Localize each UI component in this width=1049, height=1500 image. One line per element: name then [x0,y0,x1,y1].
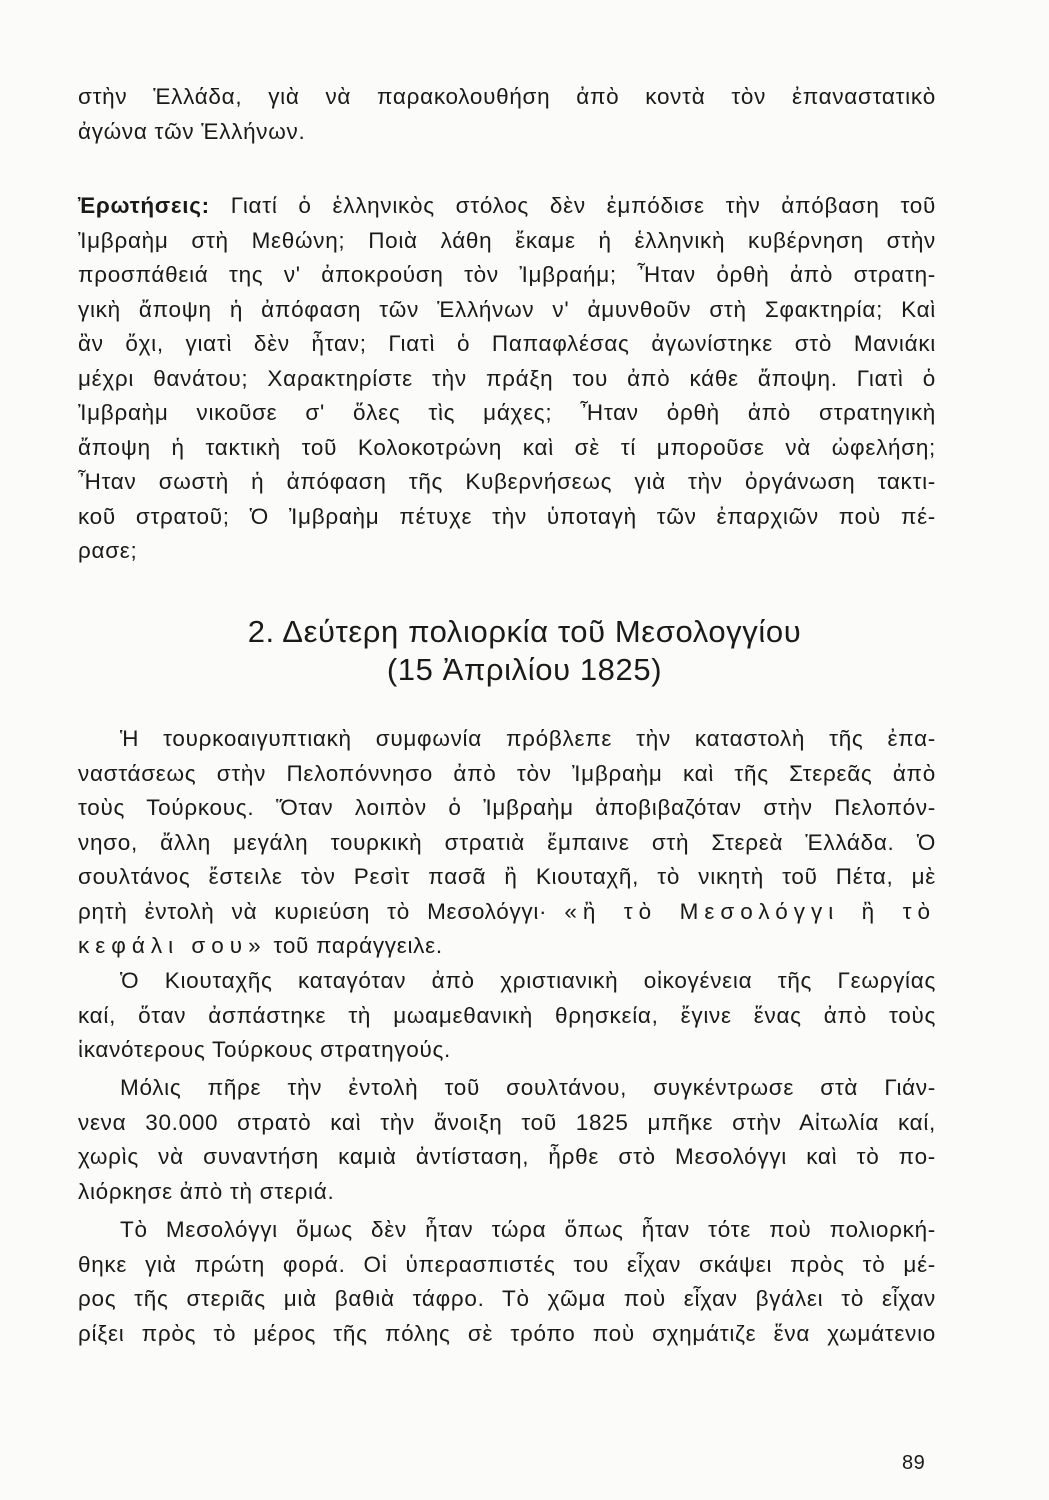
text-line: νησο, ἄλλη μεγάλη τουρκικὴ στρατιὰ ἔμπαινε στὴ Στερεὰ Ἑλλάδα. Ὁ [78,829,936,855]
text-line: στὴν Ἑλλάδα, γιὰ νὰ παρακολουθήση ἀπὸ κοντὰ τὸν ἐπαναστατικὸ [78,84,936,109]
section-subtitle: (15 Ἀπριλίου 1825) [386,652,663,687]
body-paragraph [78,1071,936,1209]
text-line: μέχρι θανάτου; Χαρακτηρίστε τὴν πράξη του ἀπὸ κάθε ἄποψη. Γιατὶ ὁ [78,365,936,391]
body-paragraph [78,722,936,964]
text-line: ρος τῆς στεριᾶς μιὰ βαθιὰ τάφρο. Τὸ χῶμα ποὺ εἶχαν βγάλει τὸ εἶχαν [78,1286,936,1311]
text-line: ρίξει πρὸς τὸ μέρος τῆς πόλης σὲ τρόπο ποὺ σχημάτιζε ἕνα χωμάτενιο [78,1320,936,1346]
text-line: λιόρκησε ἀπὸ τὴ στεριά. [78,1178,335,1204]
text-line: χωρὶς νὰ συναντήση καμιὰ ἀντίσταση, ἦρθε στὸ Μεσολόγγι καὶ τὸ πο- [78,1144,936,1169]
text-line: ρασε; [78,538,138,563]
text-line: θηκε γιὰ πρώτη φορά. Οἱ ὑπερασπιστές του εἶχαν σκάψει πρὸς τὸ μέ- [78,1251,936,1277]
spaced-quote: «ἢ τὸ Μεσολόγγι ἢ τὸ [564,898,936,924]
intro-paragraph [78,80,936,149]
text-run: τοῦ παράγγειλε. [266,933,443,958]
page-number: 89 [902,1452,926,1474]
text-line: ναστάσεως στὴν Πελοπόννησο ἀπὸ τὸν Ἰμβραὴμ καὶ τῆς Στερεᾶς ἀπὸ [78,760,936,786]
questions-label: Ἐρωτήσεις: [78,193,210,218]
text-line: Ἰμβραὴμ νικοῦσε σ' ὅλες τὶς μάχες; Ἦταν ὀρθὴ ἀπὸ στρατηγικὴ [78,400,936,425]
text-line: ἱκανότερους Τούρκους στρατηγούς. [78,1037,451,1062]
text-line: Μόλις πῆρε τὴν ἐντολὴ τοῦ σουλτάνου, συγκέντρωσε στὰ Γιάν- [120,1075,936,1100]
text-line: κοῦ στρατοῦ; Ὁ Ἰμβραὴμ πέτυχε τὴν ὑποταγὴ τῶν ἐπαρχιῶν ποὺ πέ- [78,503,936,529]
text-line: νενα 30.000 στρατὸ καὶ τὴν ἄνοιξη τοῦ 1825 μπῆκε στὴν Αἰτωλία καί, [78,1109,936,1135]
body-paragraph [78,964,936,1068]
text-line: Ὁ Κιουταχῆς καταγόταν ἀπὸ χριστιανικὴ οἰκογένεια τῆς Γεωργίας [120,968,936,993]
text-line: σουλτάνος ἔστειλε τὸν Ρεσὶτ πασᾶ ἢ Κιουταχῆ, τὸ νικητὴ τοῦ Πέτα, μὲ [78,864,936,889]
questions-first-line: Γιατί ὁ ἑλληνικὸς στόλος δὲν ἐμπόδισε τὴν ἀπόβαση τοῦ [209,193,936,218]
text-line: καί, ὅταν ἀσπάστηκε τὴ μωαμεθανικὴ θρησκεία, ἔγινε ἕνας ἀπὸ τοὺς [78,1002,936,1028]
text-run: ρητὴ ἐντολὴ νὰ κυριεύση τὸ Μεσολόγγι· [78,898,548,924]
body-paragraph [78,1213,936,1351]
text-line: ἂν ὄχι, γιατὶ δὲν ἦταν; Γιατὶ ὁ Παπαφλέσας ἀγωνίστηκε στὸ Μανιάκι [78,331,936,356]
text-line: τοὺς Τούρκους. Ὅταν λοιπὸν ὁ Ἰμβραὴμ ἀποβιβαζόταν στὴν Πελοπόν- [78,795,936,820]
text-line [78,895,936,930]
text-line: προσπάθειά της ν' ἀποκρούση τὸν Ἰμβραήμ; Ἦταν ὀρθὴ ἀπὸ στρατη- [78,262,936,287]
text-line [78,929,936,964]
text-line: Ἦταν σωστὴ ἡ ἀπόφαση τῆς Κυβερνήσεως γιὰ τὴν ὀργάνωση τακτι- [78,469,936,494]
questions-paragraph [78,189,936,569]
text-line: Ἡ τουρκοαιγυπτιακὴ συμφωνία πρόβλεπε τὴν καταστολὴ τῆς ἐπα- [120,726,936,751]
section-title: 2. Δεύτερη πολιορκία τοῦ Μεσολογγίου [247,614,802,649]
spaced-quote: κεφάλι σου» [78,933,267,958]
text-line: γικὴ ἄποψη ἡ ἀπόφαση τῶν Ἑλλήνων ν' ἀμυνθοῦν στὴ Σφακτηρία; Καὶ [78,296,936,322]
text-line [78,189,936,224]
text-line: Ἰμβραὴμ στὴ Μεθώνη; Ποιὰ λάθη ἔκαμε ἡ ἑλληνικὴ κυβέρνηση στὴν [78,227,936,253]
text-line: ἄποψη ἡ τακτικὴ τοῦ Κολοκοτρώνη καὶ σὲ τί μποροῦσε νὰ ὠφελήση; [78,434,936,460]
text-line: Τὸ Μεσολόγγι ὅμως δὲν ἦταν τώρα ὅπως ἦταν τότε ποὺ πολιορκή- [120,1217,936,1242]
text-line: ἀγώνα τῶν Ἑλλήνων. [78,118,306,144]
